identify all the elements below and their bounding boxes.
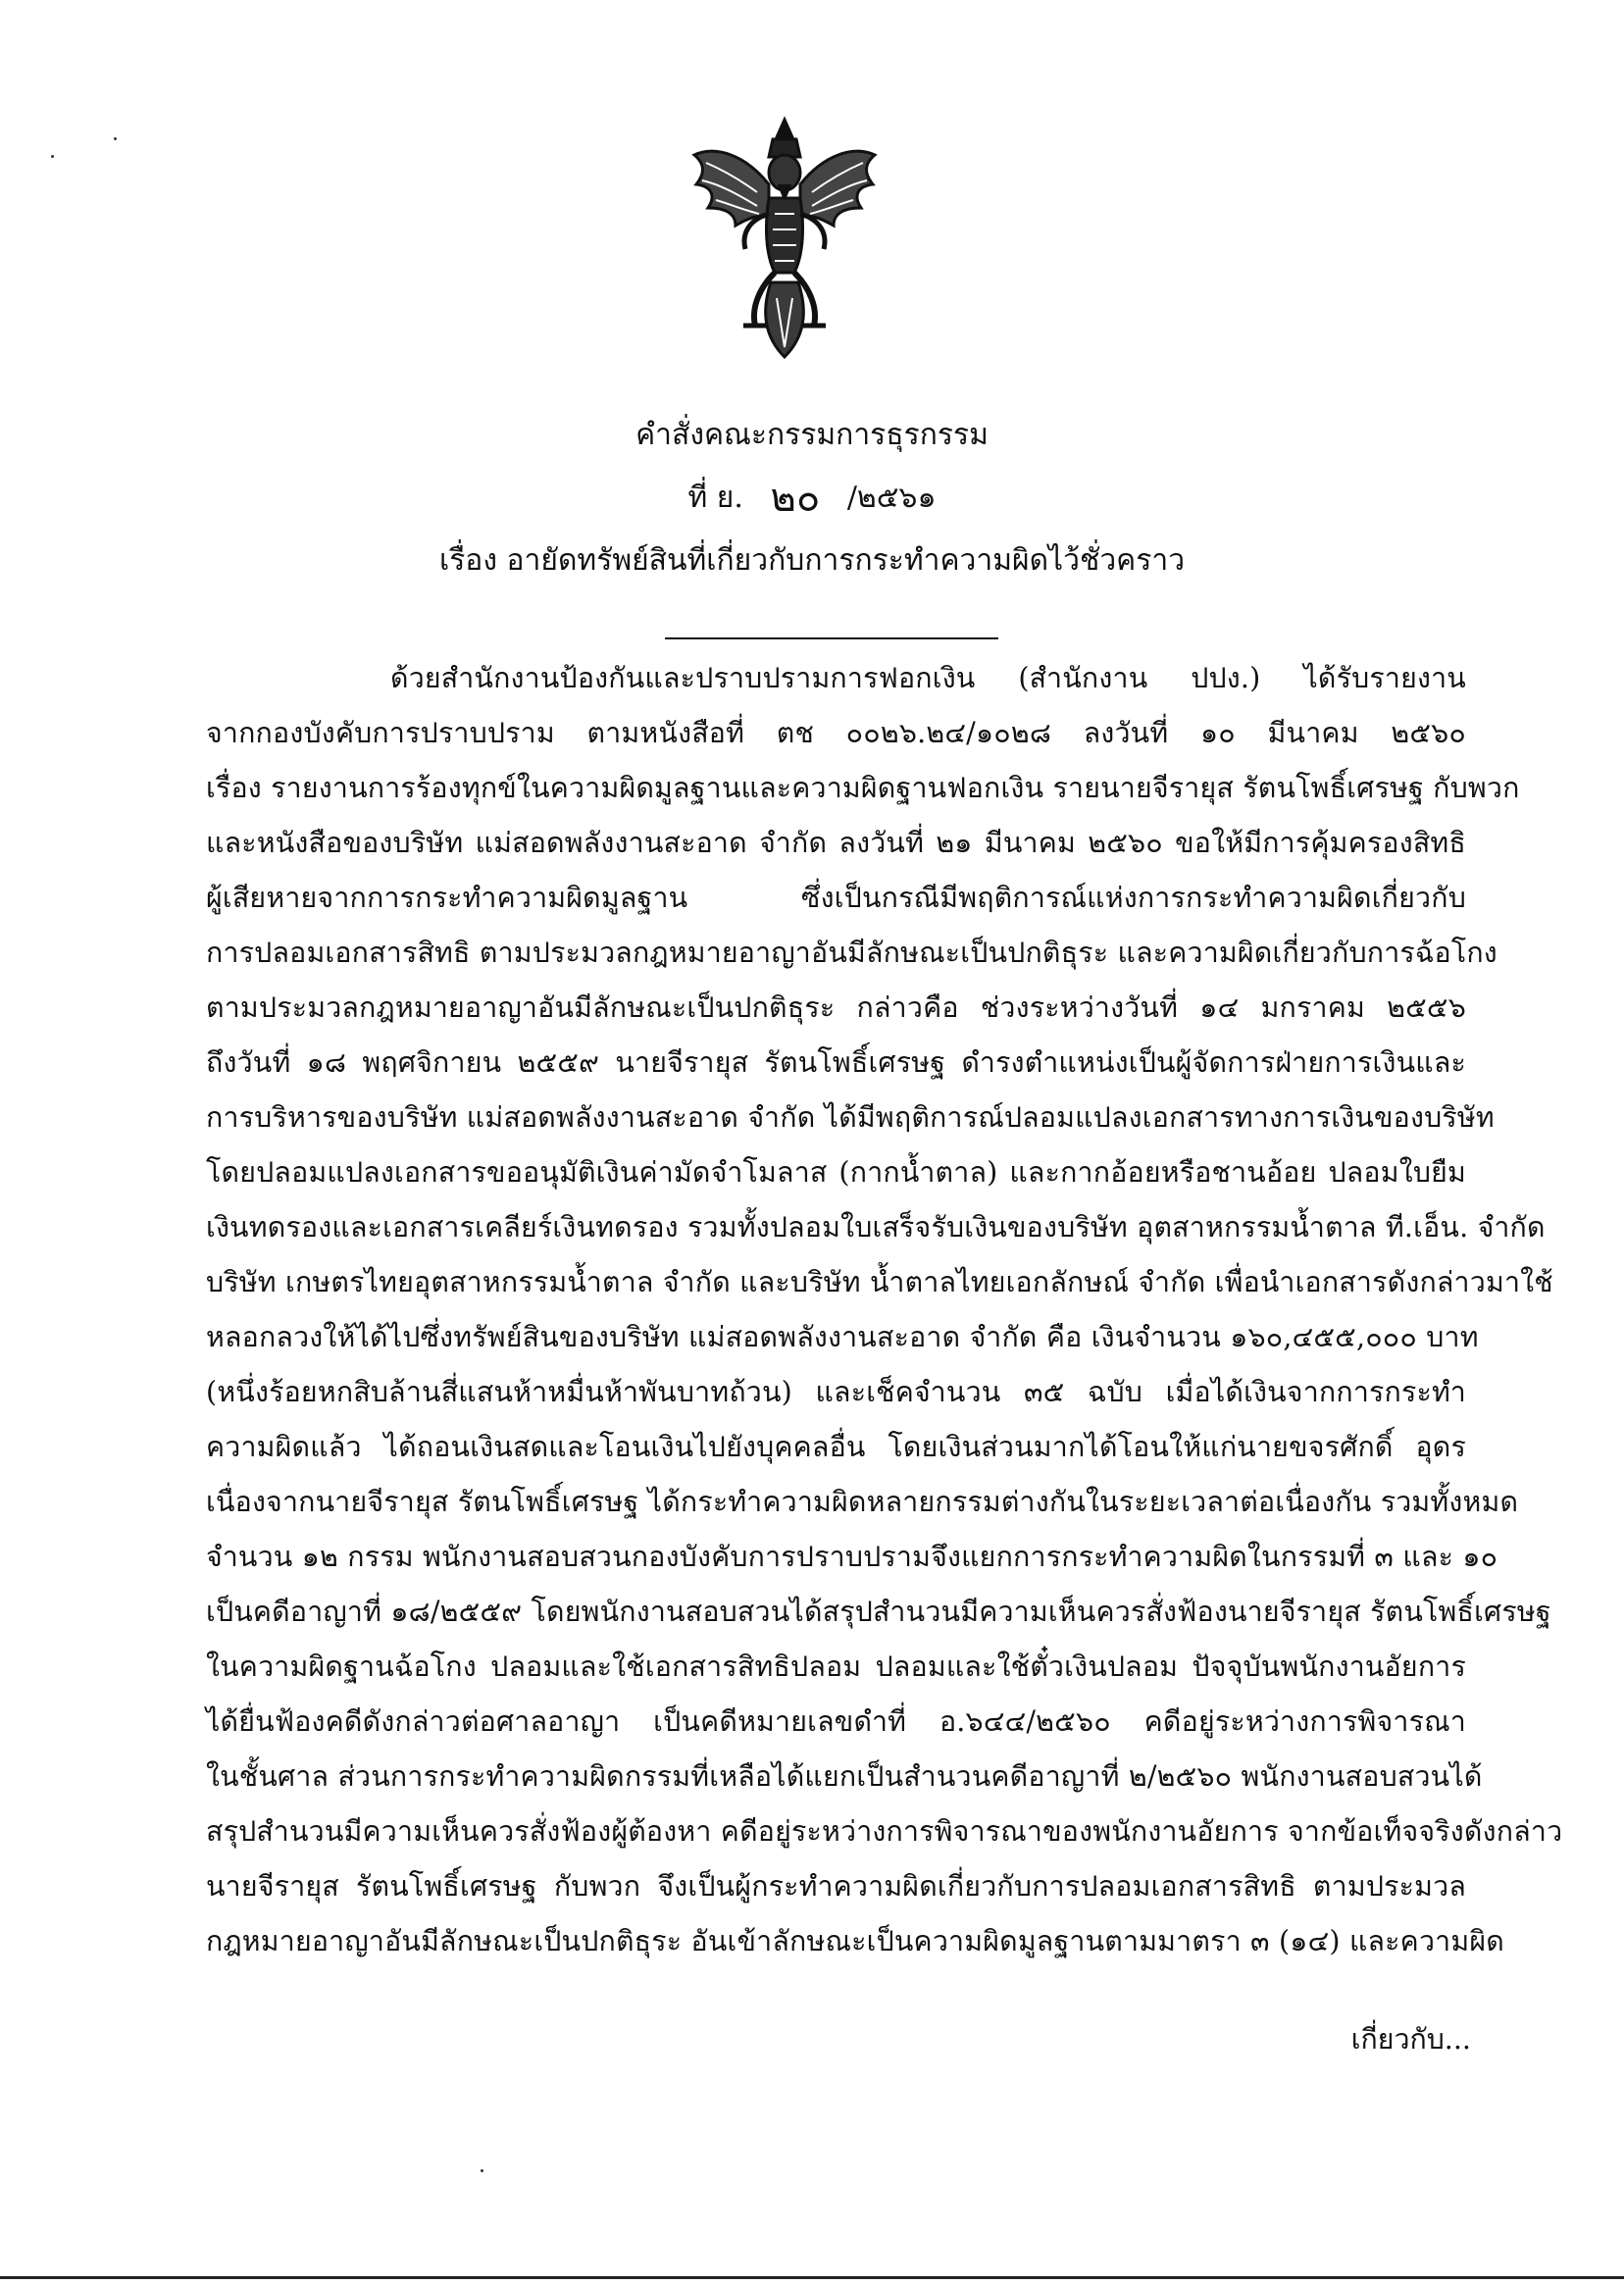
body-line: เป็นคดีอาญาที่ ๑๘/๒๕๕๙ โดยพนักงานสอบสวนได้สรุปสำนวนมีความเห็นควรสั่งฟ้องนายจีรายุส รัตนโพธิ์เศรษฐ xyxy=(206,1596,1551,1628)
body-line: ตามประมวลกฎหมายอาญาอันมีลักษณะเป็นปกติธุระ กล่าวคือ ช่วงระหว่างวันที่ ๑๔ มกราคม ๒๕๕๖ xyxy=(206,991,1466,1024)
body-line: ผู้เสียหายจากการกระทำความผิดมูลฐาน ซึ่งเป็นกรณีมีพฤติการณ์แห่งการกระทำความผิดเกี่ยวกับ xyxy=(206,882,1466,914)
body-line: เนื่องจากนายจีรายุส รัตนโพธิ์เศรษฐ ได้กระทำความผิดหลายกรรมต่างกันในระยะเวลาต่อเนื่องกัน รวมทั้งหมด xyxy=(206,1486,1519,1518)
body-line: บริษัท เกษตรไทยอุตสาหกรรมน้ำตาล จำกัด และบริษัท น้ำตาลไทยเอกลักษณ์ จำกัด เพื่อนำเอกสารดังกล่าวมาใช้ xyxy=(206,1266,1553,1298)
header-divider xyxy=(665,637,998,639)
body-line: หลอกลวงให้ได้ไปซึ่งทรัพย์สินของบริษัท แม่สอดพลังงานสะอาด จำกัด คือ เงินจำนวน ๑๖๐,๔๕๕,๐๐๐ บาท xyxy=(206,1321,1479,1353)
body-line: และหนังสือของบริษัท แม่สอดพลังงานสะอาด จำกัด ลงวันที่ ๒๑ มีนาคม ๒๕๖๐ ขอให้มีการคุ้มครองสิทธิ xyxy=(206,827,1466,859)
body-line: การปลอมเอกสารสิทธิ ตามประมวลกฎหมายอาญาอันมีลักษณะเป็นปกติธุระ และความผิดเกี่ยวกับการฉ้อโกง xyxy=(206,937,1497,969)
body-line: ได้ยื่นฟ้องคดีดังกล่าวต่อศาลอาญา เป็นคดีหมายเลขดำที่ อ.๖๔๔/๒๕๖๐ คดีอยู่ระหว่างการพิจารณา xyxy=(206,1705,1466,1738)
body-line: เรื่อง รายงานการร้องทุกข์ในความผิดมูลฐานและความผิดฐานฟอกเงิน รายนายจีรายุส รัตนโพธิ์เศรษฐ กับพวก xyxy=(206,772,1520,804)
garuda-emblem-icon xyxy=(686,116,883,361)
order-number xyxy=(0,476,1624,521)
scan-speck xyxy=(114,137,117,140)
order-title: คำสั่งคณะกรรมการธุรกรรม xyxy=(635,418,989,452)
order-number-value: ๒๐ xyxy=(770,476,821,521)
body-line: การบริหารของบริษัท แม่สอดพลังงานสะอาด จำกัด ได้มีพฤติการณ์ปลอมแปลงเอกสารทางการเงินของบริษัท xyxy=(206,1101,1495,1134)
scan-speck xyxy=(51,155,54,158)
body-line: สรุปสำนวนมีความเห็นควรสั่งฟ้องผู้ต้องหา คดีอยู่ระหว่างการพิจารณาของพนักงานอัยการ จากข้อเท็จจริงดังกล่าว xyxy=(206,1815,1563,1848)
body-line: กฎหมายอาญาอันมีลักษณะเป็นปกติธุระ อันเข้าลักษณะเป็นความผิดมูลฐานตามมาตรา ๓ (๑๔) และความผิด xyxy=(206,1925,1504,1957)
body-line: ในชั้นศาล ส่วนการกระทำความผิดกรรมที่เหลือได้แยกเป็นสำนวนคดีอาญาที่ ๒/๒๕๖๐ พนักงานสอบสวนได้ xyxy=(206,1760,1483,1793)
order-number-prefix: ที่ ย. xyxy=(687,481,743,515)
body-line: ความผิดแล้ว ได้ถอนเงินสดและโอนเงินไปยังบุคคลอื่น โดยเงินส่วนมากได้โอนให้แก่นายขจรศักดิ์ อุดร xyxy=(206,1431,1466,1463)
body-line: ในความผิดฐานฉ้อโกง ปลอมและใช้เอกสารสิทธิปลอม ปลอมและใช้ตั๋วเงินปลอม ปัจจุบันพนักงานอัยการ xyxy=(206,1650,1466,1683)
body-line: นายจีรายุส รัตนโพธิ์เศรษฐ กับพวก จึงเป็นผู้กระทำความผิดเกี่ยวกับการปลอมเอกสารสิทธิ ตามประมวล xyxy=(206,1870,1466,1903)
body-line: จำนวน ๑๒ กรรม พนักงานสอบสวนกองบังคับการปราบปรามจึงแยกการกระทำความผิดในกรรมที่ ๓ และ ๑๐ xyxy=(206,1541,1498,1573)
scan-bottom-edge xyxy=(0,2276,1624,2279)
order-number-year: /๒๕๖๑ xyxy=(846,481,937,515)
scan-speck xyxy=(481,2169,483,2172)
page-continuation: เกี่ยวกับ... xyxy=(1350,2023,1471,2056)
body-line: โดยปลอมแปลงเอกสารขออนุมัติเงินค่ามัดจำโมลาส (กากน้ำตาล) และกากอ้อยหรือชานอ้อย ปลอมใบยืม xyxy=(206,1156,1466,1189)
body-line: (หนึ่งร้อยหกสิบล้านสี่แสนห้าหมื่นห้าพันบาทถ้วน) และเช็คจำนวน ๓๕ ฉบับ เมื่อได้เงินจากการกระทำ xyxy=(206,1376,1466,1408)
body-line: เงินทดรองและเอกสารเคลียร์เงินทดรอง รวมทั้งปลอมใบเสร็จรับเงินของบริษัท อุตสาหกรรมน้ำตาล ที.เอ็น. จำกัด xyxy=(206,1211,1546,1244)
body-line: ถึงวันที่ ๑๘ พฤศจิกายน ๒๕๕๙ นายจีรายุส รัตนโพธิ์เศรษฐ ดำรงตำแหน่งเป็นผู้จัดการฝ่ายการเงินและ xyxy=(206,1046,1466,1079)
body-line: ด้วยสำนักงานป้องกันและปราบปรามการฟอกเงิน (สำนักงาน ปปง.) ได้รับรายงาน xyxy=(390,662,1466,694)
body-line: จากกองบังคับการปราบปราม ตามหนังสือที่ ตช ๐๐๒๖.๒๔/๑๐๒๘ ลงวันที่ ๑๐ มีนาคม ๒๕๖๐ xyxy=(206,717,1466,749)
order-subject: เรื่อง อายัดทรัพย์สินที่เกี่ยวกับการกระทำความผิดไว้ชั่วคราว xyxy=(438,543,1186,578)
